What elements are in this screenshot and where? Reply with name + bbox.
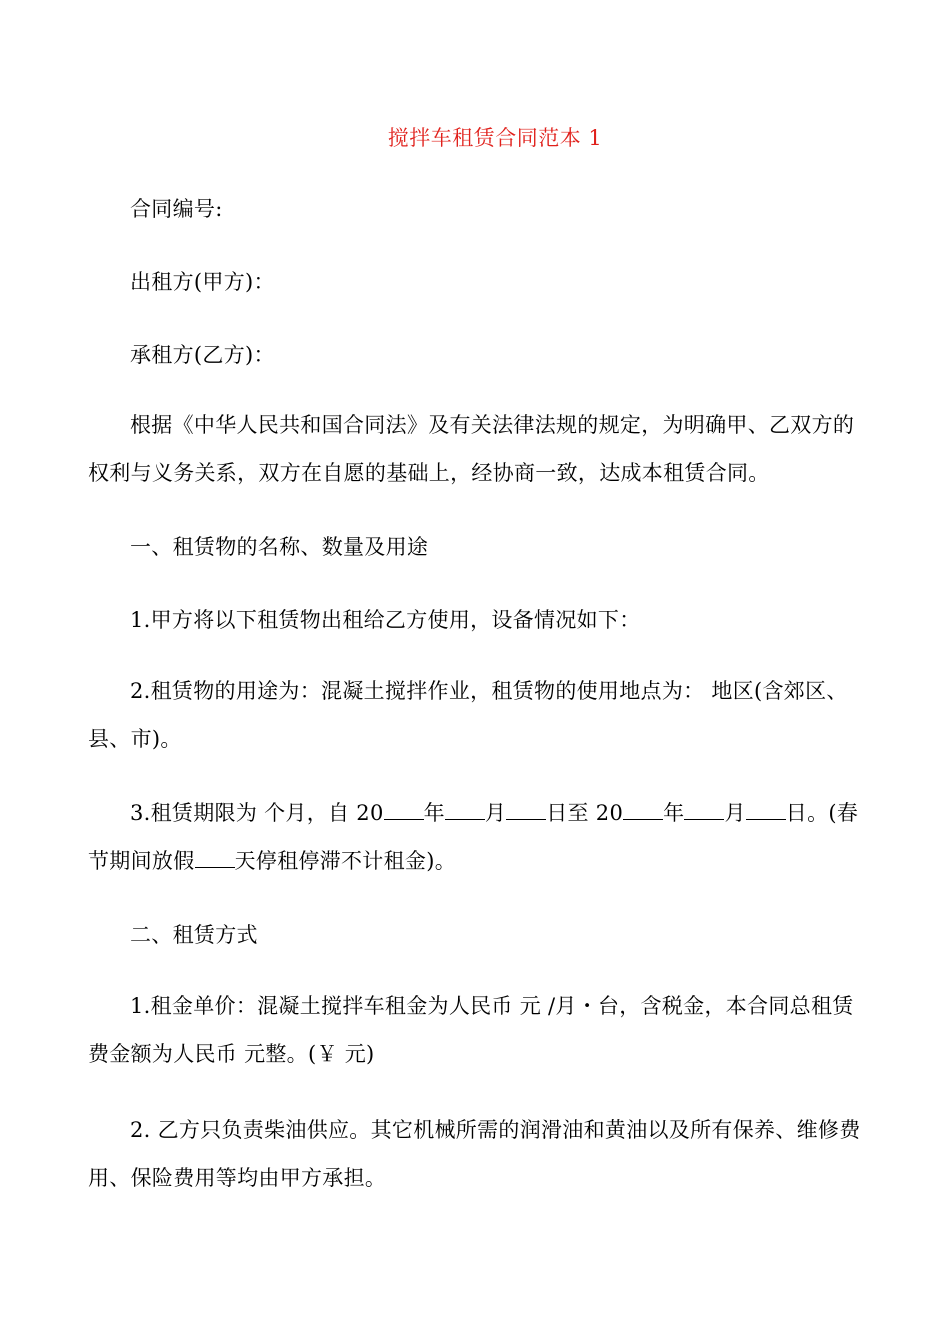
blank-underline	[445, 801, 485, 820]
term-text-part: 天停租停滞不计租金)。	[234, 849, 456, 873]
blank-underline	[506, 801, 546, 820]
blank-underline	[195, 849, 235, 868]
blank-underline	[746, 801, 786, 820]
intro-paragraph: 根据《中华人民共和国合同法》及有关法律法规的规定，为明确甲、乙双方的权利与义务关系，双方在自愿的基础上，经协商一致，达成本租赁合同。	[88, 413, 855, 485]
document-title: 搅拌车租赁合同范本 1	[387, 126, 603, 150]
term-text-part: 月	[724, 801, 746, 825]
section1-item3	[88, 789, 868, 885]
section2-item1: 1.租金单价：混凝土搅拌车租金为人民币 元 /月・台，含税金，本合同总租赁费金额为人民币 元整。(￥ 元)	[88, 994, 854, 1066]
section1-item2: 2.租赁物的用途为：混凝土搅拌作业，租赁物的使用地点为： 地区(含郊区、县、市)。	[88, 679, 848, 751]
term-text-part: 3.租赁期限为 个月，自 20	[130, 801, 384, 825]
contract-number-label: 合同编号:	[130, 197, 223, 221]
blank-underline	[684, 801, 724, 820]
term-text-part: 日至 20	[546, 801, 624, 825]
term-text-part: 日。(春节期间放假	[88, 801, 859, 873]
section1-item1: 1.甲方将以下租赁物出租给乙方使用，设备情况如下：	[130, 608, 641, 632]
lessor-label: 出租方(甲方)：	[130, 270, 275, 294]
blank-underline	[623, 801, 663, 820]
section2-item2: 2. 乙方只负责柴油供应。其它机械所需的润滑油和黄油以及所有保养、维修费用、保险费用等均由甲方承担。	[88, 1118, 861, 1190]
term-text-part: 月	[484, 801, 507, 825]
blank-underline	[384, 801, 424, 820]
term-text-part: 年	[423, 801, 445, 825]
section1-heading: 一、租赁物的名称、数量及用途	[130, 535, 429, 559]
section2-heading: 二、租赁方式	[130, 923, 258, 947]
term-text-part: 年	[663, 801, 685, 825]
lessee-label: 承租方(乙方)：	[130, 343, 275, 367]
